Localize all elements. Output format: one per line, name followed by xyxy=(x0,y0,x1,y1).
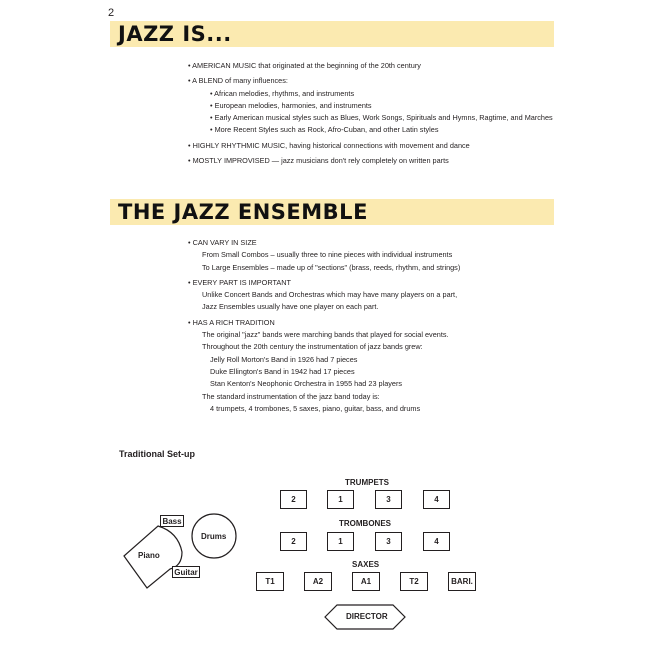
bullet-item: • HIGHLY RHYTHMIC MUSIC, having historical connections with movement and dance xyxy=(188,140,470,150)
bass-position: Bass xyxy=(160,515,184,527)
sub-item: Jazz Ensembles usually have one player on each part. xyxy=(202,302,379,312)
piano-label: Piano xyxy=(138,551,160,560)
trumpets-seat: 2 xyxy=(280,490,307,509)
trumpets-label: TRUMPETS xyxy=(345,478,389,487)
sub-item: From Small Combos – usually three to nine pieces with individual instruments xyxy=(202,250,453,260)
sub-item: • African melodies, rhythms, and instruments xyxy=(210,88,355,98)
trombones-label: TROMBONES xyxy=(339,519,391,528)
sub-item: Duke Ellington's Band in 1942 had 17 pieces xyxy=(210,366,355,376)
sub-item: To Large Ensembles – made up of "sections" (brass, reeds, rhythm, and strings) xyxy=(202,262,461,272)
bullet-item: • AMERICAN MUSIC that originated at the beginning of the 20th century xyxy=(188,61,421,70)
sub-item: • European melodies, harmonies, and instruments xyxy=(210,100,372,110)
bullet-item: • CAN VARY IN SIZE xyxy=(188,238,257,247)
saxes-seat: T1 xyxy=(256,572,284,591)
sub-item: Throughout the 20th century the instrumentation of jazz bands grew: xyxy=(202,342,423,352)
trumpets-seat: 3 xyxy=(375,490,402,509)
guitar-position: Guitar xyxy=(172,566,200,578)
saxes-label: SAXES xyxy=(352,560,380,569)
sub-item: Jelly Roll Morton's Band in 1926 had 7 pieces xyxy=(210,354,358,364)
sub-item: 4 trumpets, 4 trombones, 5 saxes, piano, guitar, bass, and drums xyxy=(210,403,421,413)
jazz-ensemble-heading: THE JAZZ ENSEMBLE xyxy=(118,200,368,224)
saxes-seat: BARI. xyxy=(448,572,476,591)
trombones-seat: 2 xyxy=(280,532,307,551)
sub-item: • Early American musical styles such as Blues, Work Songs, Spirituals and Hymns, Ragtime, and Marches xyxy=(210,113,553,123)
saxes-seat: A2 xyxy=(304,572,332,591)
page-number: 2 xyxy=(108,7,115,19)
trumpets-seat: 1 xyxy=(327,490,354,509)
sub-item: The standard instrumentation of the jazz band today is: xyxy=(202,391,380,401)
drums-label: Drums xyxy=(201,532,227,541)
saxes-seat: T2 xyxy=(400,572,428,591)
trumpets-seat: 4 xyxy=(423,490,450,509)
bullet-item: • EVERY PART IS IMPORTANT xyxy=(188,277,291,287)
bullet-item: • A BLEND of many influences: xyxy=(188,76,288,86)
setup-title: Traditional Set-up xyxy=(119,449,196,459)
sub-item: The original "jazz" bands were marching bands that played for social events. xyxy=(202,330,449,340)
trombones-seat: 4 xyxy=(423,532,450,551)
bullet-item: • MOSTLY IMPROVISED — jazz musicians don't rely completely on written parts xyxy=(188,156,449,166)
bullet-item: • HAS A RICH TRADITION xyxy=(188,317,275,327)
saxes-seat: A1 xyxy=(352,572,380,591)
trombones-seat: 3 xyxy=(375,532,402,551)
jazz-is-heading: JAZZ IS... xyxy=(118,22,232,46)
trombones-seat: 1 xyxy=(327,532,354,551)
director-label: DIRECTOR xyxy=(346,612,388,621)
sub-item: Stan Kenton's Neophonic Orchestra in 1955 had 23 players xyxy=(210,379,403,389)
sub-item: Unlike Concert Bands and Orchestras which may have many players on a part, xyxy=(202,290,458,300)
sub-item: • More Recent Styles such as Rock, Afro-Cuban, and other Latin styles xyxy=(210,125,439,135)
